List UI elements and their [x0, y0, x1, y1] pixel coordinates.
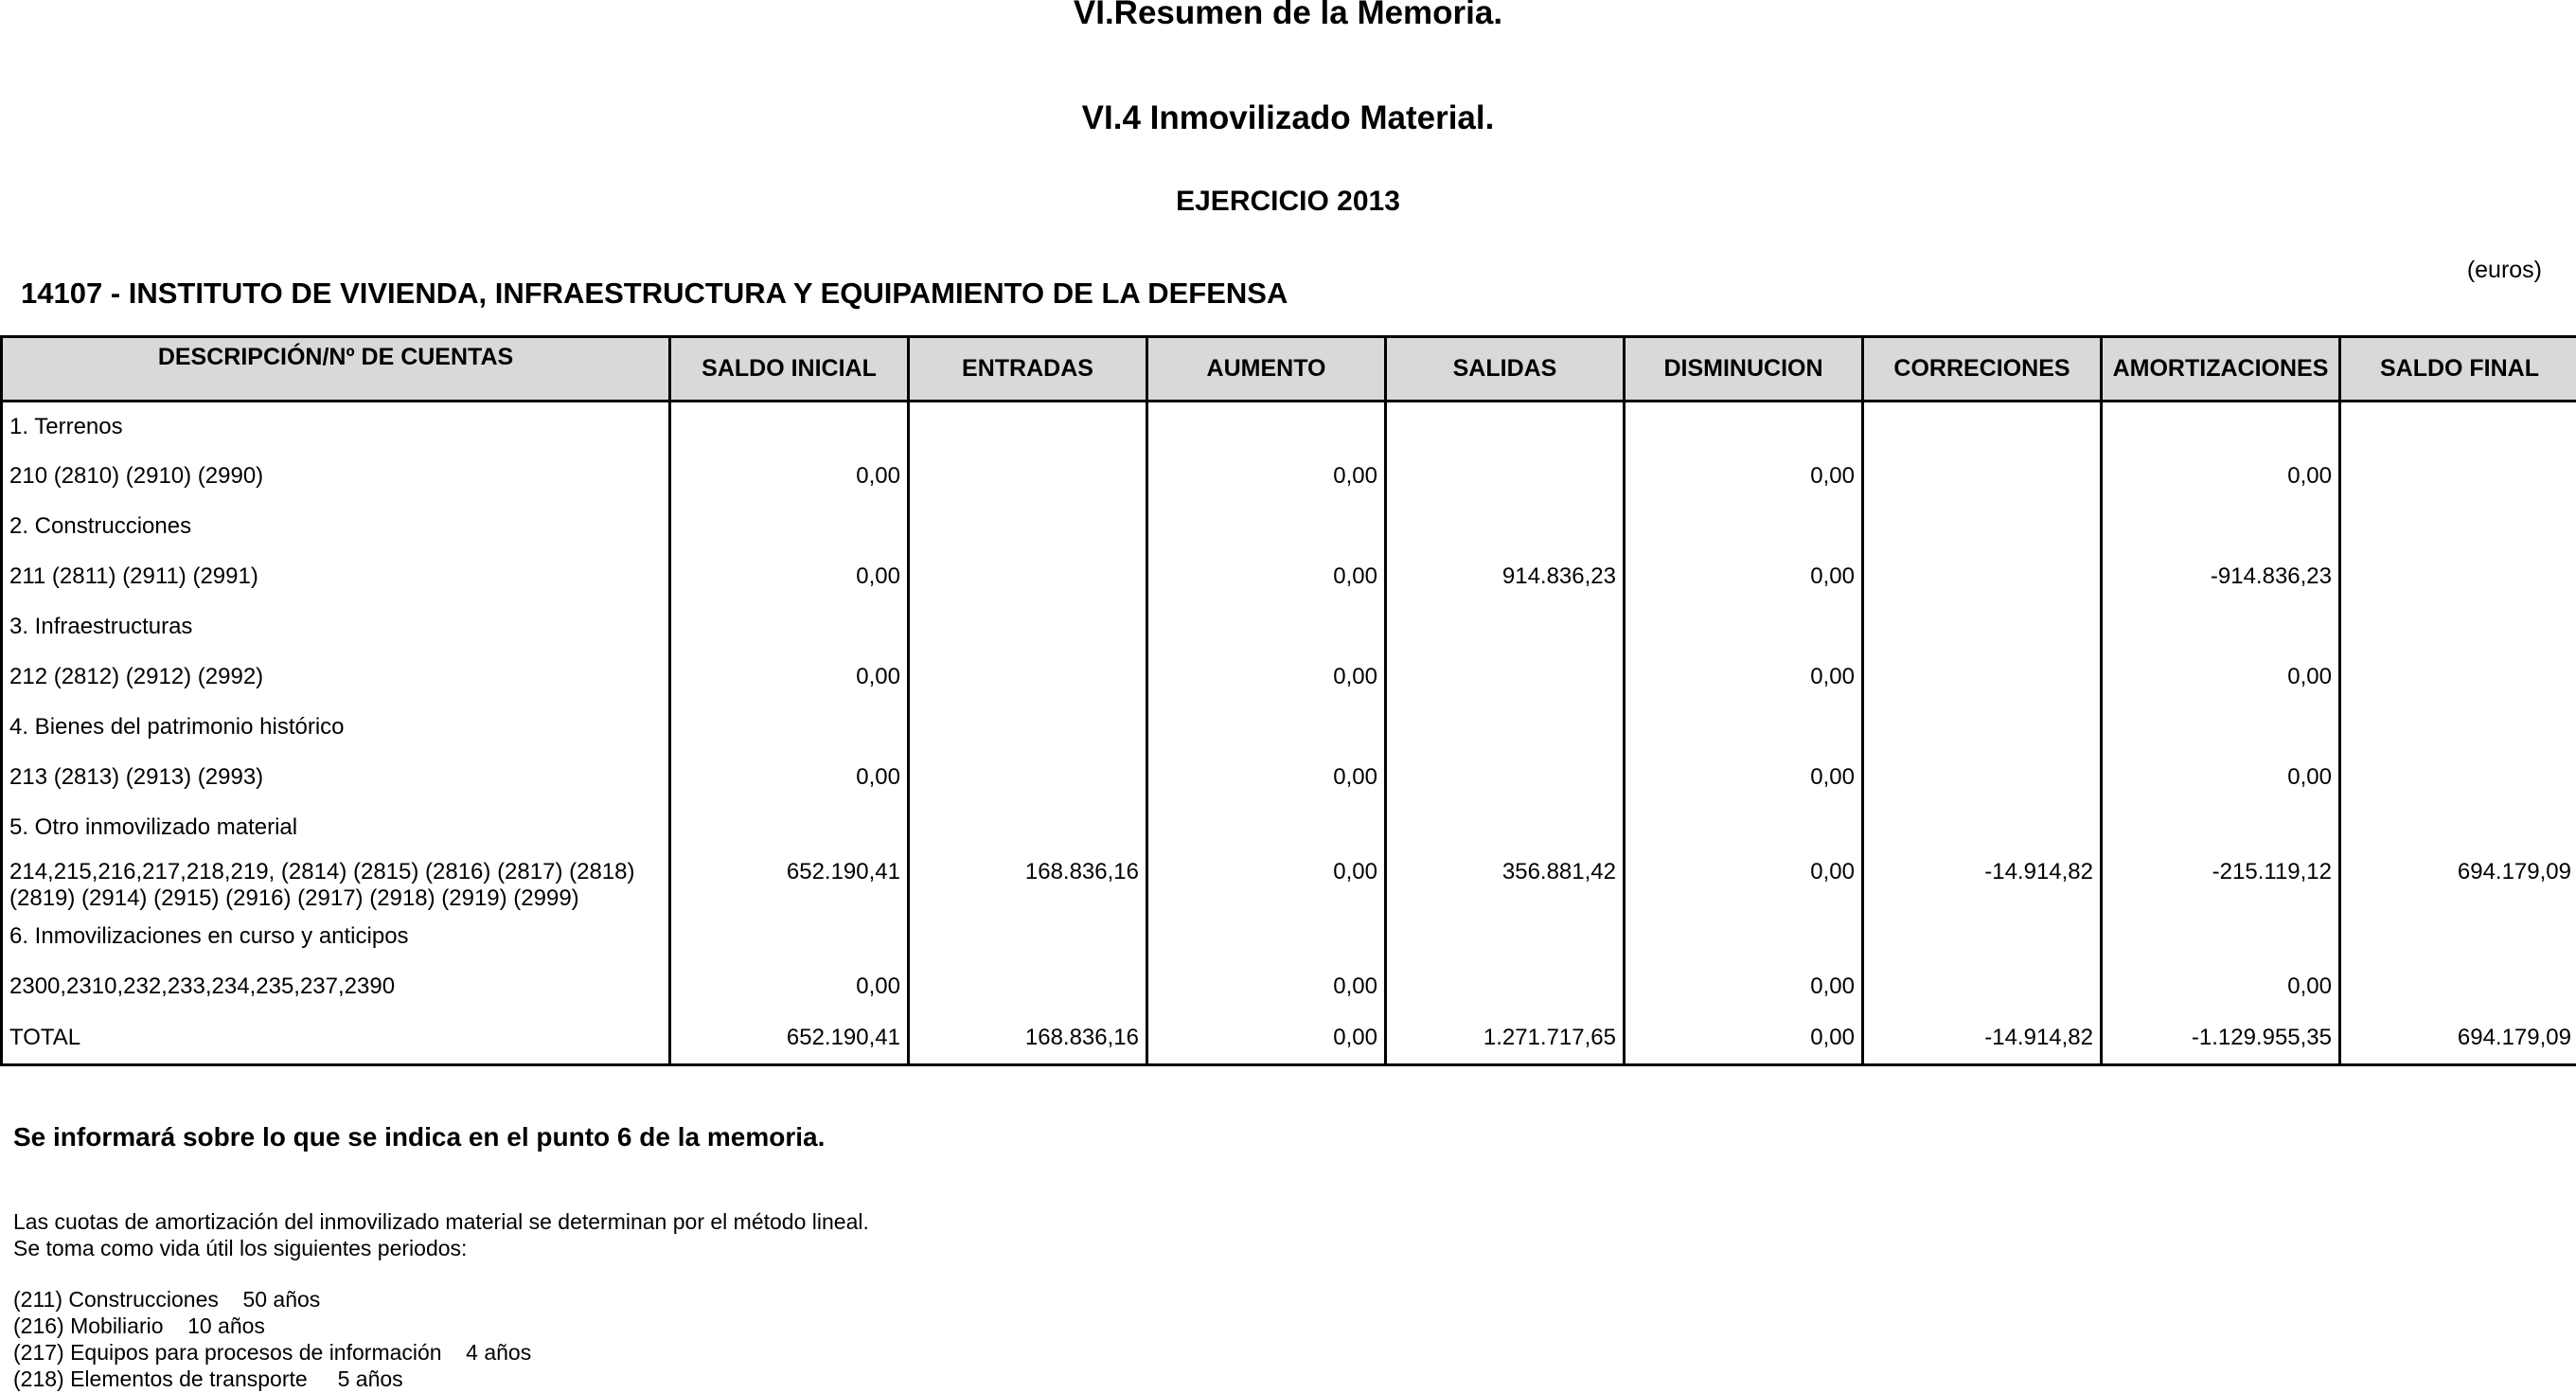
cell-disminucion: 0,00 [1625, 753, 1863, 803]
cell-correciones: -14.914,82 [1863, 853, 2102, 912]
cell-saldo-inicial: 0,00 [670, 753, 909, 803]
cell-salidas [1386, 402, 1625, 452]
cell-saldo-inicial [670, 803, 909, 853]
cell-correciones [1863, 803, 2102, 853]
cell-salidas: 356.881,42 [1386, 853, 1625, 912]
row-description: 212 (2812) (2912) (2992) [2, 652, 670, 703]
row-description-line: (2819) (2914) (2915) (2916) (2917) (2918) (2919) (2999) [9, 884, 579, 911]
cell-amortizaciones [2102, 602, 2340, 652]
cell-saldo-final [2340, 703, 2576, 753]
cell-salidas [1386, 803, 1625, 853]
cell-aumento: 0,00 [1147, 853, 1386, 912]
table-row [2, 452, 2576, 502]
fixed-assets-table [0, 335, 2576, 1066]
cell-correciones [1863, 703, 2102, 753]
cell-saldo-inicial: 0,00 [670, 962, 909, 1012]
cell-aumento [1147, 602, 1386, 652]
column-header-entradas: ENTRADAS [909, 337, 1147, 402]
cell-amortizaciones: 0,00 [2102, 652, 2340, 703]
useful-life-item: (211) Construcciones 50 años [13, 1287, 321, 1312]
fiscal-year: EJERCICIO 2013 [1176, 186, 1400, 217]
cell-correciones [1863, 552, 2102, 602]
table-row [2, 703, 2576, 753]
cell-disminucion [1625, 502, 1863, 552]
cell-disminucion [1625, 703, 1863, 753]
cell-disminucion [1625, 602, 1863, 652]
useful-life-item: (217) Equipos para procesos de información 4 años [13, 1340, 532, 1365]
cell-amortizaciones [2102, 502, 2340, 552]
cell-aumento: 0,00 [1147, 962, 1386, 1012]
table-row [2, 652, 2576, 703]
row-description: 5. Otro inmovilizado material [2, 803, 670, 853]
cell-aumento: 0,00 [1147, 753, 1386, 803]
row-description: 210 (2810) (2910) (2990) [2, 452, 670, 502]
cell-correciones [1863, 652, 2102, 703]
column-header-amortizaciones: AMORTIZACIONES [2102, 337, 2340, 402]
table-row [2, 753, 2576, 803]
cell-entradas [909, 602, 1147, 652]
row-description [2, 853, 670, 912]
cell-saldo-final [2340, 652, 2576, 703]
cell-disminucion [1625, 803, 1863, 853]
cell-saldo-inicial: 0,00 [670, 652, 909, 703]
cell-saldo-final [2340, 502, 2576, 552]
cell-correciones [1863, 962, 2102, 1012]
report-title: VI.Resumen de la Memoria. [1073, 0, 1503, 31]
cell-saldo-final [2340, 602, 2576, 652]
cell-amortizaciones [2102, 402, 2340, 452]
total-saldo-inicial: 652.190,41 [670, 1012, 909, 1065]
cell-saldo-final [2340, 753, 2576, 803]
cell-saldo-final [2340, 912, 2576, 962]
cell-aumento [1147, 402, 1386, 452]
cell-correciones [1863, 402, 2102, 452]
total-amortizaciones: -1.129.955,35 [2102, 1012, 2340, 1065]
cell-correciones [1863, 753, 2102, 803]
cell-entradas [909, 962, 1147, 1012]
table-row [2, 402, 2576, 452]
cell-salidas [1386, 703, 1625, 753]
cell-saldo-inicial [670, 703, 909, 753]
table-row [2, 912, 2576, 962]
cell-aumento [1147, 502, 1386, 552]
cell-amortizaciones: -215.119,12 [2102, 853, 2340, 912]
depreciation-notes [13, 1208, 869, 1392]
section-title: VI.4 Inmovilizado Material. [1081, 99, 1495, 136]
cell-amortizaciones [2102, 703, 2340, 753]
cell-disminucion [1625, 402, 1863, 452]
row-description: 2300,2310,232,233,234,235,237,2390 [2, 962, 670, 1012]
cell-saldo-inicial: 652.190,41 [670, 853, 909, 912]
row-description: 3. Infraestructuras [2, 602, 670, 652]
useful-life-item: (218) Elementos de transporte 5 años [13, 1366, 403, 1391]
cell-aumento: 0,00 [1147, 452, 1386, 502]
cell-amortizaciones: 0,00 [2102, 452, 2340, 502]
notes-line: Las cuotas de amortización del inmovilizado material se determinan por el método lineal. [13, 1209, 869, 1234]
entity-name: 14107 - INSTITUTO DE VIVIENDA, INFRAESTRUCTURA Y EQUIPAMIENTO DE LA DEFENSA [21, 277, 1288, 310]
column-header-description: DESCRIPCIÓN/Nº DE CUENTAS [2, 337, 670, 402]
total-row [2, 1012, 2576, 1065]
cell-saldo-inicial [670, 402, 909, 452]
cell-salidas [1386, 962, 1625, 1012]
cell-salidas [1386, 452, 1625, 502]
row-description: 2. Construcciones [2, 502, 670, 552]
row-description: 4. Bienes del patrimonio histórico [2, 703, 670, 753]
cell-saldo-final [2340, 962, 2576, 1012]
cell-saldo-final [2340, 402, 2576, 452]
notes-line: Se toma como vida útil los siguientes periodos: [13, 1236, 468, 1260]
cell-aumento: 0,00 [1147, 652, 1386, 703]
cell-disminucion: 0,00 [1625, 962, 1863, 1012]
cell-aumento [1147, 803, 1386, 853]
table-row [2, 552, 2576, 602]
cell-salidas [1386, 602, 1625, 652]
cell-disminucion [1625, 912, 1863, 962]
cell-saldo-final: 694.179,09 [2340, 853, 2576, 912]
cell-saldo-inicial [670, 912, 909, 962]
total-salidas: 1.271.717,65 [1386, 1012, 1625, 1065]
cell-amortizaciones [2102, 912, 2340, 962]
cell-salidas [1386, 753, 1625, 803]
total-correciones: -14.914,82 [1863, 1012, 2102, 1065]
notes-heading: Se informará sobre lo que se indica en el punto 6 de la memoria. [13, 1122, 826, 1152]
cell-correciones [1863, 502, 2102, 552]
row-description: 6. Inmovilizaciones en curso y anticipos [2, 912, 670, 962]
cell-saldo-inicial [670, 502, 909, 552]
cell-saldo-inicial: 0,00 [670, 552, 909, 602]
units-label: (euros) [2466, 257, 2542, 283]
cell-entradas [909, 703, 1147, 753]
cell-salidas [1386, 502, 1625, 552]
row-description-line: 214,215,216,217,218,219, (2814) (2815) (2816) (2817) (2818) [9, 858, 635, 884]
cell-disminucion: 0,00 [1625, 853, 1863, 912]
total-disminucion: 0,00 [1625, 1012, 1863, 1065]
cell-amortizaciones: 0,00 [2102, 753, 2340, 803]
cell-correciones [1863, 912, 2102, 962]
row-description: 1. Terrenos [2, 402, 670, 452]
column-header-disminucion: DISMINUCION [1625, 337, 1863, 402]
table-header-row [2, 337, 2576, 402]
cell-aumento: 0,00 [1147, 552, 1386, 602]
cell-saldo-inicial [670, 602, 909, 652]
cell-entradas [909, 452, 1147, 502]
cell-entradas: 168.836,16 [909, 853, 1147, 912]
row-description: 213 (2813) (2913) (2993) [2, 753, 670, 803]
cell-disminucion: 0,00 [1625, 652, 1863, 703]
cell-salidas [1386, 912, 1625, 962]
table-row [2, 853, 2576, 912]
table-row [2, 602, 2576, 652]
cell-amortizaciones: -914.836,23 [2102, 552, 2340, 602]
cell-aumento [1147, 912, 1386, 962]
column-header-salidas: SALIDAS [1386, 337, 1625, 402]
column-header-correciones: CORRECIONES [1863, 337, 2102, 402]
table-row [2, 502, 2576, 552]
cell-saldo-final [2340, 452, 2576, 502]
cell-entradas [909, 502, 1147, 552]
column-header-saldo-inicial: SALDO INICIAL [670, 337, 909, 402]
cell-salidas [1386, 652, 1625, 703]
cell-entradas [909, 552, 1147, 602]
cell-saldo-inicial: 0,00 [670, 452, 909, 502]
cell-salidas: 914.836,23 [1386, 552, 1625, 602]
useful-life-item: (216) Mobiliario 10 años [13, 1313, 265, 1338]
cell-saldo-final [2340, 803, 2576, 853]
row-description: 211 (2811) (2911) (2991) [2, 552, 670, 602]
table-row [2, 962, 2576, 1012]
cell-amortizaciones [2102, 803, 2340, 853]
column-header-aumento: AUMENTO [1147, 337, 1386, 402]
cell-saldo-final [2340, 552, 2576, 602]
column-header-saldo-final: SALDO FINAL [2340, 337, 2576, 402]
table-row [2, 803, 2576, 853]
cell-correciones [1863, 452, 2102, 502]
cell-correciones [1863, 602, 2102, 652]
cell-entradas [909, 652, 1147, 703]
total-label: TOTAL [2, 1012, 670, 1065]
total-saldo-final: 694.179,09 [2340, 1012, 2576, 1065]
cell-entradas [909, 803, 1147, 853]
cell-aumento [1147, 703, 1386, 753]
total-entradas: 168.836,16 [909, 1012, 1147, 1065]
cell-disminucion: 0,00 [1625, 552, 1863, 602]
cell-entradas [909, 402, 1147, 452]
total-aumento: 0,00 [1147, 1012, 1386, 1065]
cell-amortizaciones: 0,00 [2102, 962, 2340, 1012]
cell-entradas [909, 912, 1147, 962]
cell-entradas [909, 753, 1147, 803]
cell-disminucion: 0,00 [1625, 452, 1863, 502]
